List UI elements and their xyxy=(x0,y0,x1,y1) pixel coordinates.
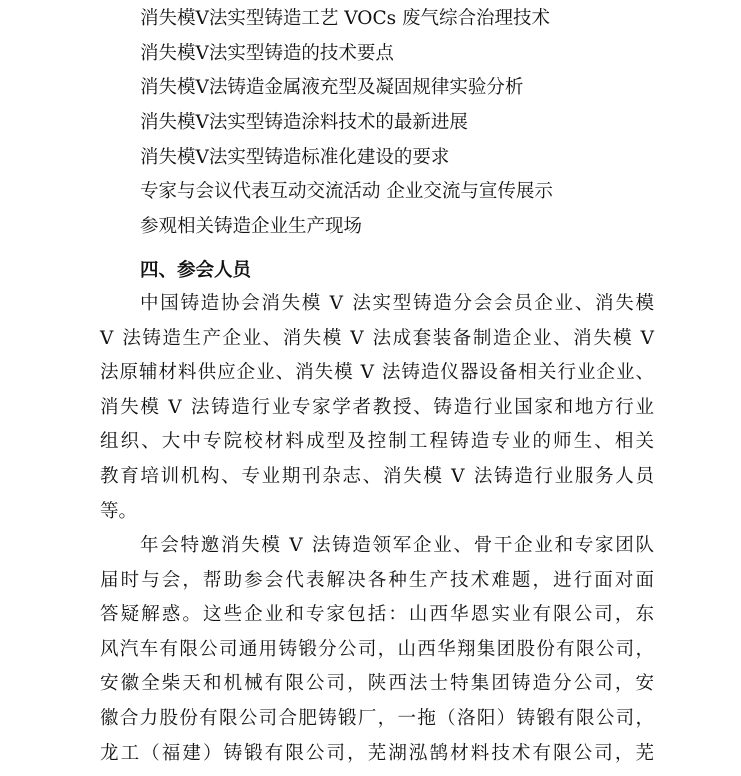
topic-list xyxy=(140,2,553,245)
topic-item: 消失模Ⅴ法实型铸造工艺 VOCs 废气综合治理技术 xyxy=(140,8,550,29)
paragraph-line: Ⅴ 法铸造生产企业、消失模 Ⅴ 法成套装备制造企业、消失模 Ⅴ xyxy=(100,327,654,349)
paragraph-line: 安徽全柴天和机械有限公司，陕西法士特集团铸造分公司，安 xyxy=(100,673,654,695)
topic-item: 消失模Ⅴ法实型铸造标准化建设的要求 xyxy=(140,146,450,168)
paragraph-line: 教育培训机构、专业期刊杂志、消失模 Ⅴ 法铸造行业服务人员 xyxy=(100,465,654,487)
paragraph-line: 徽合力股份有限公司合肥铸锻厂，一拖（洛阳）铸锻有限公司， xyxy=(100,707,654,729)
section-heading: 四、参会人员 xyxy=(140,260,252,281)
paragraph-line: 等。 xyxy=(100,500,138,522)
paragraph-line: 答疑解惑。这些企业和专家包括：山西华恩实业有限公司，东 xyxy=(100,604,654,626)
paragraph-line: 法原辅材料供应企业、消失模 Ⅴ 法铸造仪器设备相关行业企业、 xyxy=(100,362,654,384)
topic-item: 消失模Ⅴ法实型铸造涂料技术的最新进展 xyxy=(140,112,468,134)
attendees-paragraph xyxy=(100,287,654,529)
topic-item: 消失模Ⅴ法实型铸造的技术要点 xyxy=(140,42,394,64)
paragraph-line: 届时与会，帮助参会代表解决各种生产技术难题，进行面对面 xyxy=(100,569,654,591)
topic-item: 消失模Ⅴ法铸造金属液充型及凝固规律实验分析 xyxy=(140,77,524,99)
paragraph-line: 中国铸造协会消失模 Ⅴ 法实型铸造分会会员企业、消失模 xyxy=(140,293,654,314)
paragraph-line: 龙工（福建）铸锻有限公司，芜湖泓鹄材料技术有限公司，芜 xyxy=(100,742,654,764)
invited-experts-paragraph xyxy=(100,529,654,771)
paragraph-line: 组织、大中专院校材料成型及控制工程铸造专业的师生、相关 xyxy=(100,431,654,453)
paragraph-line: 风汽车有限公司通用铸锻分公司，山西华翔集团股份有限公司， xyxy=(100,638,654,660)
topic-item: 参观相关铸造企业生产现场 xyxy=(140,216,363,238)
topic-item: 专家与会议代表互动交流活动 企业交流与宣传展示 xyxy=(140,181,553,203)
paragraph-line: 消失模 Ⅴ 法铸造行业专家学者教授、铸造行业国家和地方行业 xyxy=(100,396,654,418)
paragraph-line: 年会特邀消失模 Ⅴ 法铸造领军企业、骨干企业和专家团队 xyxy=(140,535,654,556)
